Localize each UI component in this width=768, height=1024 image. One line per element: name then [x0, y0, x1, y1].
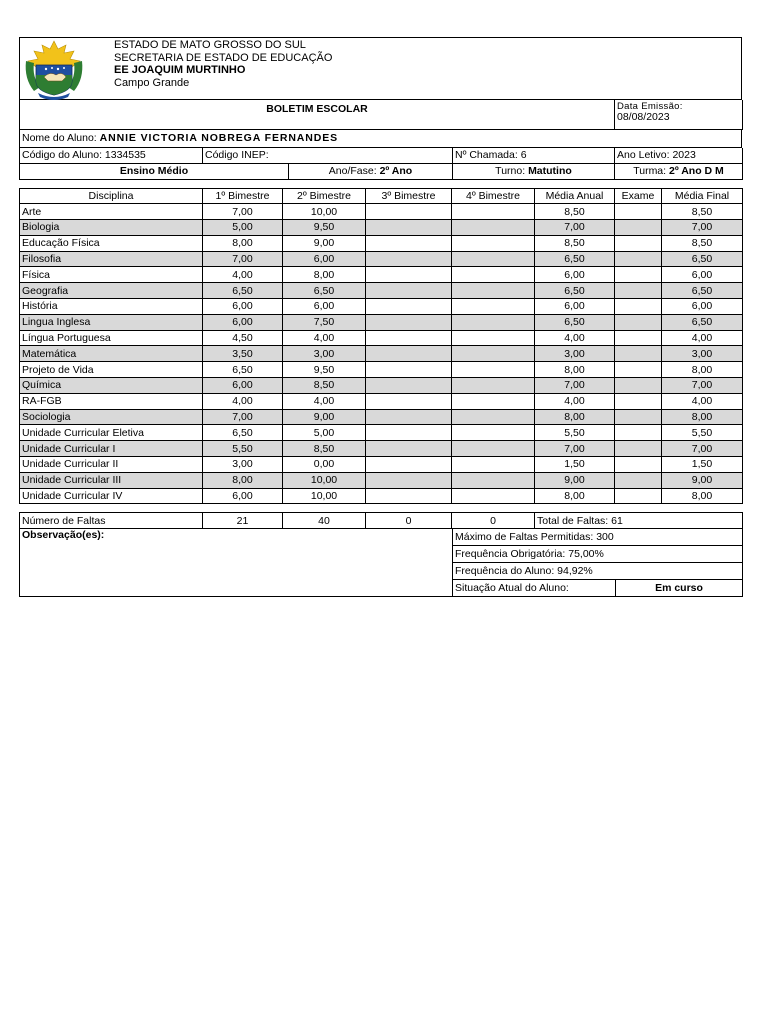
cell-b4 [452, 425, 535, 441]
cell-b3 [366, 220, 452, 236]
cell-b1: 6,00 [203, 314, 283, 330]
cell-exam [615, 425, 662, 441]
cell-exam [615, 235, 662, 251]
cell-final-avg: 9,00 [662, 472, 743, 488]
absences-b4: 0 [452, 513, 535, 529]
cell-b2: 8,50 [283, 441, 366, 457]
table-row [20, 299, 743, 315]
table-row [20, 346, 743, 362]
cell-annual-avg: 6,00 [535, 299, 615, 315]
cell-b4 [452, 393, 535, 409]
cell-b3 [366, 235, 452, 251]
table-row [20, 393, 743, 409]
absences-b1: 21 [203, 513, 283, 529]
cell-subject: Língua Portuguesa [20, 330, 203, 346]
cell-exam [615, 204, 662, 220]
absences-total: Total de Faltas: 61 [535, 513, 743, 529]
cell-b1: 8,00 [203, 472, 283, 488]
required-attendance: Frequência Obrigatória: 75,00% [453, 546, 743, 563]
table-row [20, 330, 743, 346]
cell-final-avg: 8,00 [662, 409, 743, 425]
cell-final-avg: 5,50 [662, 425, 743, 441]
cell-subject: Unidade Curricular III [20, 472, 203, 488]
cell-annual-avg: 8,50 [535, 204, 615, 220]
cell-b3 [366, 330, 452, 346]
observations-table [19, 529, 743, 597]
cell-b4 [452, 283, 535, 299]
table-row [20, 441, 743, 457]
cell-exam [615, 378, 662, 394]
cell-subject: Geografia [20, 283, 203, 299]
cell-b3 [366, 299, 452, 315]
cell-exam [615, 220, 662, 236]
table-row [20, 283, 743, 299]
cell-b1: 3,50 [203, 346, 283, 362]
cell-b1: 6,00 [203, 488, 283, 504]
cell-b3 [366, 409, 452, 425]
cell-b4 [452, 251, 535, 267]
cell-b3 [366, 251, 452, 267]
cell-annual-avg: 5,50 [535, 425, 615, 441]
cell-final-avg: 4,00 [662, 393, 743, 409]
cell-b2: 9,00 [283, 409, 366, 425]
class-group-label: Turma: [633, 165, 667, 177]
cell-subject: Unidade Curricular I [20, 441, 203, 457]
table-row [20, 314, 743, 330]
student-name-value: ANNIE VICTORIA NOBREGA FERNANDES [99, 132, 339, 145]
cell-subject: Filosofia [20, 251, 203, 267]
shift-label: Turno: [495, 165, 526, 177]
cell-b4 [452, 346, 535, 362]
cell-b1: 4,50 [203, 330, 283, 346]
table-row [20, 409, 743, 425]
col-header-b2: 2º Bimestre [283, 188, 366, 204]
cell-b1: 8,00 [203, 235, 283, 251]
cell-b3 [366, 346, 452, 362]
cell-exam [615, 330, 662, 346]
cell-b3 [366, 457, 452, 473]
cell-exam [615, 393, 662, 409]
class-group [615, 163, 743, 179]
student-name-row [20, 130, 742, 147]
cell-annual-avg: 8,00 [535, 409, 615, 425]
cell-b3 [366, 472, 452, 488]
cell-annual-avg: 6,50 [535, 314, 615, 330]
cell-subject: Biologia [20, 220, 203, 236]
school-year: Ano Letivo: 2023 [615, 148, 743, 164]
max-absences: Máximo de Faltas Permitidas: 300 [453, 529, 743, 546]
shift [453, 163, 615, 179]
cell-exam [615, 283, 662, 299]
call-number: Nº Chamada: 6 [453, 148, 615, 164]
cell-final-avg: 6,00 [662, 299, 743, 315]
cell-exam [615, 409, 662, 425]
cell-final-avg: 4,00 [662, 330, 743, 346]
cell-b2: 9,00 [283, 235, 366, 251]
cell-annual-avg: 7,00 [535, 378, 615, 394]
col-header-b3: 3º Bimestre [366, 188, 452, 204]
title-table [19, 100, 743, 130]
cell-b1: 6,00 [203, 299, 283, 315]
cell-b2: 5,00 [283, 425, 366, 441]
report-card [19, 37, 742, 597]
cell-b1: 6,50 [203, 362, 283, 378]
cell-annual-avg: 3,00 [535, 346, 615, 362]
table-row [20, 362, 743, 378]
table-row [20, 457, 743, 473]
education-level: Ensino Médio [20, 163, 289, 179]
table-row [20, 220, 743, 236]
cell-b4 [452, 457, 535, 473]
cell-exam [615, 346, 662, 362]
cell-final-avg: 8,50 [662, 235, 743, 251]
col-header-b1: 1º Bimestre [203, 188, 283, 204]
cell-b2: 0,00 [283, 457, 366, 473]
cell-subject: Sociologia [20, 409, 203, 425]
cell-final-avg: 7,00 [662, 441, 743, 457]
cell-b1: 3,00 [203, 457, 283, 473]
state-coat-of-arms-icon [22, 39, 86, 101]
cell-exam [615, 488, 662, 504]
col-header-final-avg: Média Final [662, 188, 743, 204]
cell-final-avg: 3,00 [662, 346, 743, 362]
cell-final-avg: 7,00 [662, 378, 743, 394]
cell-b1: 7,00 [203, 251, 283, 267]
emission-date [615, 100, 743, 130]
cell-subject: Lingua Inglesa [20, 314, 203, 330]
school-header [19, 37, 742, 100]
cell-subject: Unidade Curricular Eletiva [20, 425, 203, 441]
cell-b2: 10,00 [283, 488, 366, 504]
state-name: ESTADO DE MATO GROSSO DO SUL [114, 39, 306, 51]
emission-date-label: Data Emissão: [617, 101, 683, 112]
inep-code: Código INEP: [203, 148, 453, 164]
shift-value: Matutino [528, 165, 572, 177]
cell-b2: 4,00 [283, 330, 366, 346]
cell-exam [615, 299, 662, 315]
grade-phase [289, 163, 453, 179]
cell-b3 [366, 362, 452, 378]
grades-header-row [20, 188, 743, 204]
table-row [20, 204, 743, 220]
absences-b2: 40 [283, 513, 366, 529]
cell-annual-avg: 8,50 [535, 235, 615, 251]
student-name-table [19, 130, 742, 148]
cell-b4 [452, 441, 535, 457]
cell-subject: Matemática [20, 346, 203, 362]
student-code: Código do Aluno: 1334535 [20, 148, 203, 164]
cell-annual-avg: 4,00 [535, 330, 615, 346]
cell-b3 [366, 204, 452, 220]
cell-b3 [366, 378, 452, 394]
student-name-label: Nome do Aluno: [22, 132, 97, 145]
table-row [20, 267, 743, 283]
cell-b3 [366, 283, 452, 299]
col-header-annual-avg: Média Anual [535, 188, 615, 204]
cell-b1: 6,50 [203, 283, 283, 299]
cell-b3 [366, 314, 452, 330]
cell-b3 [366, 393, 452, 409]
attendance-table [19, 512, 743, 529]
cell-b1: 4,00 [203, 267, 283, 283]
class-group-value: 2º Ano D M [669, 165, 724, 177]
cell-final-avg: 6,50 [662, 314, 743, 330]
cell-b2: 7,50 [283, 314, 366, 330]
status-label: Situação Atual do Aluno: [453, 580, 616, 597]
cell-subject: Projeto de Vida [20, 362, 203, 378]
observations-label: Observação(es): [20, 529, 453, 597]
cell-b2: 8,00 [283, 267, 366, 283]
cell-b4 [452, 204, 535, 220]
cell-subject: Arte [20, 204, 203, 220]
cell-b2: 8,50 [283, 378, 366, 394]
emission-date-value: 08/08/2023 [617, 111, 670, 123]
cell-annual-avg: 6,50 [535, 283, 615, 299]
cell-annual-avg: 9,00 [535, 472, 615, 488]
cell-b1: 6,50 [203, 425, 283, 441]
cell-b3 [366, 425, 452, 441]
cell-exam [615, 314, 662, 330]
student-attendance: Frequência do Aluno: 94,92% [453, 563, 743, 580]
cell-annual-avg: 7,00 [535, 441, 615, 457]
cell-annual-avg: 6,50 [535, 251, 615, 267]
cell-b4 [452, 220, 535, 236]
cell-b3 [366, 441, 452, 457]
table-row [20, 235, 743, 251]
document-title: BOLETIM ESCOLAR [20, 100, 615, 130]
cell-b3 [366, 267, 452, 283]
cell-final-avg: 8,00 [662, 488, 743, 504]
col-header-b4: 4º Bimestre [452, 188, 535, 204]
table-row [20, 251, 743, 267]
cell-b2: 4,00 [283, 393, 366, 409]
school-name: EE JOAQUIM MURTINHO [114, 64, 246, 76]
cell-subject: Química [20, 378, 203, 394]
cell-b4 [452, 378, 535, 394]
cell-b2: 9,50 [283, 220, 366, 236]
absences-b3: 0 [366, 513, 452, 529]
secretariat-name: SECRETARIA DE ESTADO DE EDUCAÇÃO [114, 51, 333, 64]
cell-final-avg: 8,00 [662, 362, 743, 378]
cell-b2: 3,00 [283, 346, 366, 362]
cell-subject: RA-FGB [20, 393, 203, 409]
cell-b4 [452, 267, 535, 283]
city-name: Campo Grande [114, 76, 190, 89]
table-row [20, 488, 743, 504]
cell-final-avg: 1,50 [662, 457, 743, 473]
cell-b4 [452, 314, 535, 330]
cell-b2: 10,00 [283, 204, 366, 220]
col-header-exam: Exame [615, 188, 662, 204]
cell-b1: 5,00 [203, 220, 283, 236]
table-row [20, 472, 743, 488]
cell-b1: 6,00 [203, 378, 283, 394]
cell-final-avg: 7,00 [662, 220, 743, 236]
cell-b4 [452, 488, 535, 504]
cell-b1: 7,00 [203, 204, 283, 220]
absences-label: Número de Faltas [20, 513, 203, 529]
grade-phase-label: Ano/Fase: [328, 165, 377, 177]
cell-b2: 6,00 [283, 251, 366, 267]
cell-b2: 6,00 [283, 299, 366, 315]
cell-exam [615, 472, 662, 488]
table-row [20, 425, 743, 441]
cell-exam [615, 251, 662, 267]
cell-final-avg: 8,50 [662, 204, 743, 220]
cell-annual-avg: 4,00 [535, 393, 615, 409]
cell-exam [615, 441, 662, 457]
cell-b1: 5,50 [203, 441, 283, 457]
cell-b1: 7,00 [203, 409, 283, 425]
cell-final-avg: 6,50 [662, 251, 743, 267]
grades-table [19, 188, 743, 505]
cell-annual-avg: 6,00 [535, 267, 615, 283]
cell-b2: 10,00 [283, 472, 366, 488]
cell-b2: 6,50 [283, 283, 366, 299]
cell-final-avg: 6,00 [662, 267, 743, 283]
cell-exam [615, 362, 662, 378]
col-header-subject: Disciplina [20, 188, 203, 204]
table-row [20, 378, 743, 394]
cell-annual-avg: 7,00 [535, 220, 615, 236]
cell-subject: Educação Física [20, 235, 203, 251]
status-value: Em curso [616, 580, 743, 597]
cell-subject: Unidade Curricular IV [20, 488, 203, 504]
cell-b4 [452, 299, 535, 315]
cell-b4 [452, 472, 535, 488]
cell-annual-avg: 1,50 [535, 457, 615, 473]
cell-b4 [452, 235, 535, 251]
cell-annual-avg: 8,00 [535, 362, 615, 378]
grade-phase-value: 2º Ano [379, 165, 413, 177]
cell-annual-avg: 8,00 [535, 488, 615, 504]
cell-b4 [452, 362, 535, 378]
cell-final-avg: 6,50 [662, 283, 743, 299]
cell-b2: 9,50 [283, 362, 366, 378]
cell-subject: História [20, 299, 203, 315]
student-info-table [19, 148, 743, 180]
cell-exam [615, 457, 662, 473]
cell-b1: 4,00 [203, 393, 283, 409]
cell-b4 [452, 330, 535, 346]
cell-b3 [366, 488, 452, 504]
cell-subject: Unidade Curricular II [20, 457, 203, 473]
cell-exam [615, 267, 662, 283]
cell-subject: Física [20, 267, 203, 283]
cell-b4 [452, 409, 535, 425]
